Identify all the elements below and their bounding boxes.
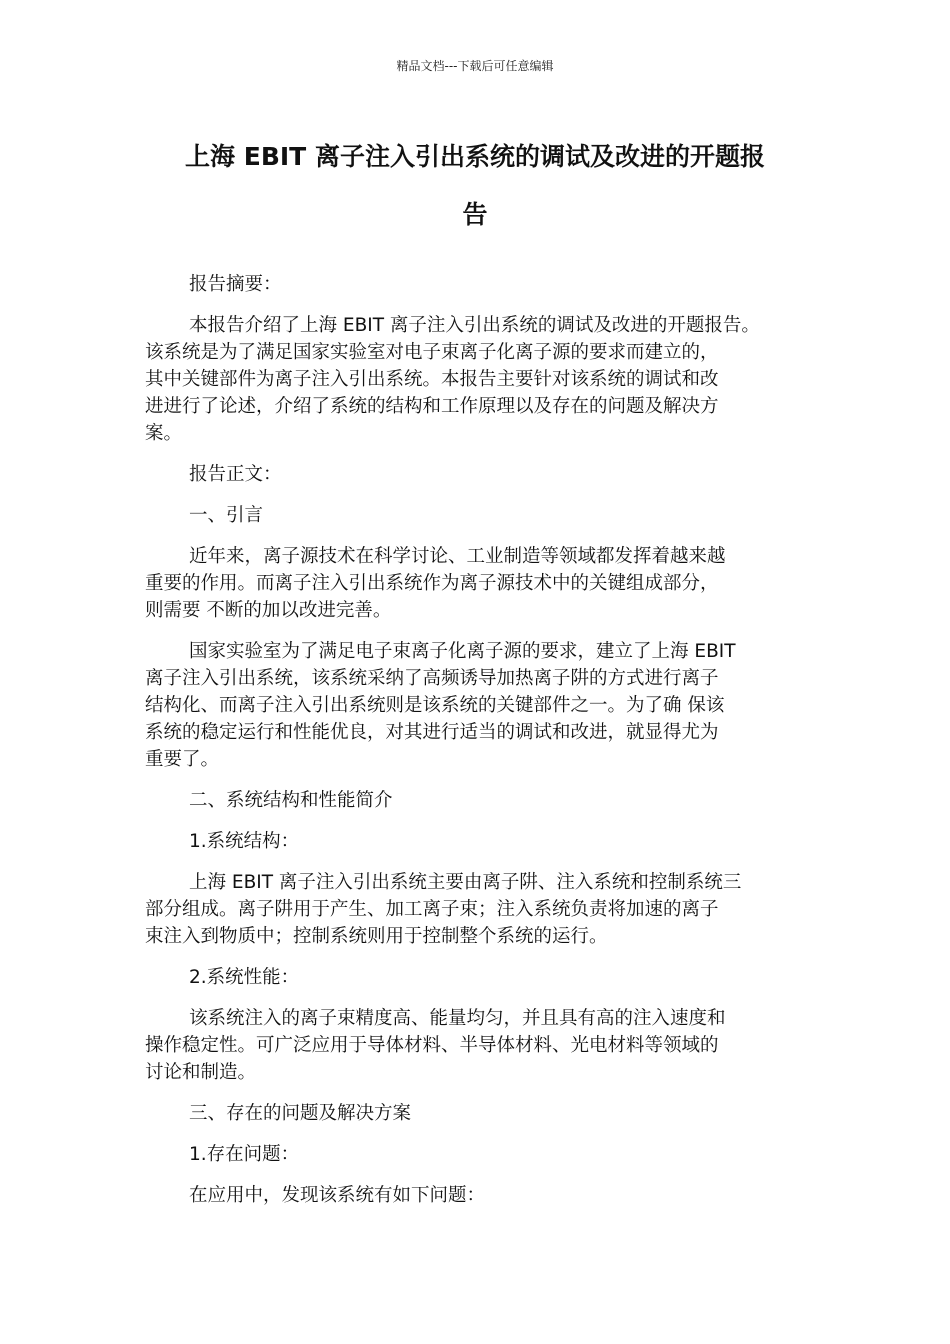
section-heading-problems (145, 1100, 810, 1127)
text-line: 离子注入引出系统，该系统采纳了高频诱导加热离子阱的方式进行离子 (145, 668, 719, 689)
page-header: 精品文档---下载后可任意编辑 (396, 59, 554, 73)
text-line: 1.存在问题： (189, 1144, 300, 1165)
text-line: 系统的稳定运行和性能优良，对其进行适当的调试和改进，就显得尤为 (145, 722, 719, 743)
text-line: 该系统是为了满足国家实验室对电子束离子化离子源的要求而建立的， (145, 342, 719, 363)
subsection-heading-performance (145, 964, 810, 991)
paragraph-problems-intro (145, 1182, 810, 1209)
text-line: 一、引言 (189, 505, 264, 526)
subsection-heading-structure (145, 828, 810, 855)
subsection-heading-problems (145, 1141, 810, 1168)
text-line: 则需要 不断的加以改进完善。 (145, 600, 392, 621)
text-line: 报告摘要： (189, 274, 282, 295)
paragraph-introduction-2 (145, 638, 810, 773)
text-line: 操作稳定性。可广泛应用于导体材料、半导体材料、光电材料等领域的 (145, 1035, 719, 1056)
text-line: 在应用中，发现该系统有如下问题： (189, 1185, 486, 1206)
text-line: 重要了。 (145, 749, 220, 770)
text-line: 案。 (145, 423, 183, 444)
text-line: 上海 EBIT 离子注入引出系统主要由离子阱、注入系统和控制系统三 (189, 872, 742, 893)
paragraph-introduction-1 (145, 543, 810, 624)
text-line: 本报告介绍了上海 EBIT 离子注入引出系统的调试及改进的开题报告。 (189, 315, 760, 336)
text-line: 二、系统结构和性能简介 (189, 790, 393, 811)
text-line: 其中关键部件为离子注入引出系统。本报告主要针对该系统的调试和改 (145, 369, 719, 390)
document-title (145, 128, 805, 244)
text-line: 部分组成。离子阱用于产生、加工离子束；注入系统负责将加速的离子 (145, 899, 719, 920)
document-title-line-1: 上海 EBIT 离子注入引出系统的调试及改进的开题报 (185, 142, 765, 171)
paragraph-abstract (145, 312, 810, 447)
text-line: 近年来，离子源技术在科学讨论、工业制造等领域都发挥着越来越 (189, 546, 726, 567)
text-line: 三、存在的问题及解决方案 (189, 1103, 412, 1124)
text-line: 重要的作用。而离子注入引出系统作为离子源技术中的关键组成部分， (145, 573, 719, 594)
text-line: 报告正文： (189, 464, 282, 485)
document-title-line-2: 告 (462, 200, 488, 229)
text-line: 1.系统结构： (189, 831, 300, 852)
paragraph-body-heading (145, 461, 810, 488)
document-body (145, 271, 810, 1223)
section-heading-introduction (145, 502, 810, 529)
paragraph-abstract-heading (145, 271, 810, 298)
paragraph-structure (145, 869, 810, 950)
text-line: 束注入到物质中；控制系统则用于控制整个系统的运行。 (145, 926, 608, 947)
text-line: 结构化、而离子注入引出系统则是该系统的关键部件之一。为了确 保该 (145, 695, 725, 716)
text-line: 讨论和制造。 (145, 1062, 257, 1083)
text-line: 该系统注入的离子束精度高、能量均匀，并且具有高的注入速度和 (189, 1008, 726, 1029)
text-line: 国家实验室为了满足电子束离子化离子源的要求，建立了上海 EBIT (189, 641, 736, 662)
paragraph-performance (145, 1005, 810, 1086)
text-line: 进进行了论述，介绍了系统的结构和工作原理以及存在的问题及解决方 (145, 396, 719, 417)
section-heading-structure (145, 787, 810, 814)
text-line: 2.系统性能： (189, 967, 300, 988)
